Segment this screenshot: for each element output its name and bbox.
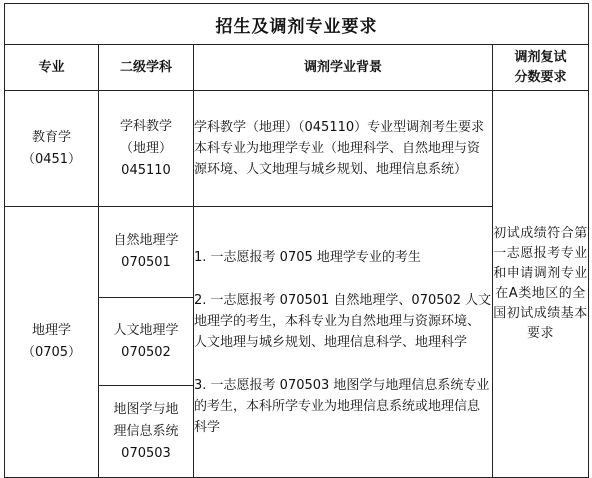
sub-discipline-name-line2: （地理） <box>119 140 172 156</box>
major-name: 地理学 <box>31 323 71 338</box>
background-item-3: 3. 一志愿报考 070503 地图学与地理信息系统专业的考生，本科所学专业为地理信息系统或地理信息科学 <box>194 377 490 435</box>
major-code: （0705） <box>21 345 82 360</box>
major-cell-geography <box>5 207 99 478</box>
table-row-education <box>5 91 589 207</box>
header-row <box>5 45 589 91</box>
sub-discipline-cell-physical-geography <box>99 207 194 298</box>
major-cell-education <box>5 91 99 207</box>
background-cell-education: 学科教学（地理）（045110）专业型调剂考生要求本科专业为地理学专业（地理科学、自然地理与资源环境、人文地理与城乡规划、地理信息系统） <box>194 91 493 207</box>
header-score-line2: 分数要求 <box>514 69 567 85</box>
major-name: 教育学 <box>31 129 71 145</box>
sub-discipline-name-line1: 地图学与地 <box>113 401 179 417</box>
background-cell-geography <box>194 207 493 478</box>
sub-discipline-name-line2: 理信息系统 <box>113 423 179 439</box>
header-major: 专业 <box>5 45 99 91</box>
title-row <box>5 4 589 45</box>
major-code: （0451） <box>21 151 82 167</box>
table-title: 招生及调剂专业要求 <box>5 4 589 45</box>
background-item-2: 2. 一志愿报考 070501 自然地理学、070502 人文地理学的考生，本科专业为自然地理与资源环境、人文地理与城乡规划、地理信息科学、地理科学 <box>194 292 492 350</box>
header-sub-discipline: 二级学科 <box>99 45 194 91</box>
admission-requirements-table-container <box>4 3 589 478</box>
sub-discipline-name: 人文地理学 <box>113 322 179 338</box>
sub-discipline-cell-human-geography <box>99 298 194 386</box>
sub-discipline-code: 070503 <box>121 445 171 461</box>
sub-discipline-code: 045110 <box>121 162 171 178</box>
sub-discipline-name-line1: 学科教学 <box>119 118 172 134</box>
sub-discipline-code: 070501 <box>121 255 171 270</box>
sub-discipline-cell-cartography-gis <box>99 386 194 478</box>
header-background: 调剂学业背景 <box>194 45 493 91</box>
background-item-1: 1. 一志愿报考 0705 地理学专业的考生 <box>194 249 421 265</box>
score-requirement-cell: 初试成绩符合第一志愿报考专业和申请调剂专业在A类地区的全国初试成绩基本要求 <box>493 91 589 478</box>
sub-discipline-cell-education <box>99 91 194 207</box>
header-score-requirement <box>493 45 589 91</box>
sub-discipline-code: 070502 <box>121 344 171 360</box>
header-score-line1: 调剂复试 <box>514 49 567 65</box>
admission-requirements-table <box>4 3 589 478</box>
sub-discipline-name: 自然地理学 <box>113 233 179 248</box>
